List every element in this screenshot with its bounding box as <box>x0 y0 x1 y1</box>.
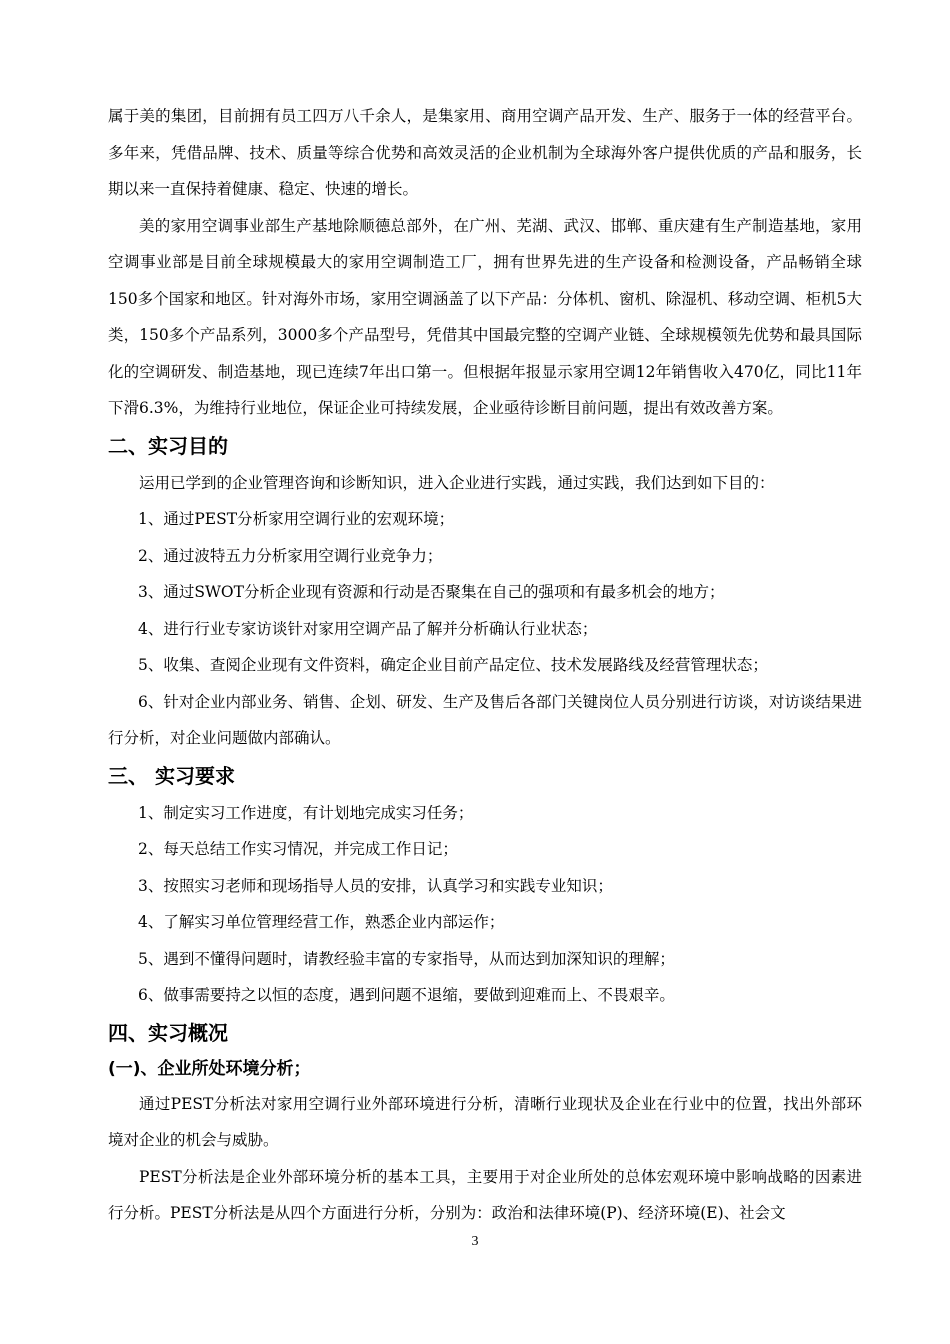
list-item: 5、遇到不懂得问题时，请教经验丰富的专家指导，从而达到加深知识的理解； <box>138 949 675 968</box>
list-item: 1、制定实习工作进度，有计划地完成实习任务； <box>138 803 474 822</box>
list-item: 5、收集、查阅企业现有文件资料，确定企业目前产品定位、技术发展路线及经营管理状态； <box>138 656 768 674</box>
list-item: 2、通过波特五力分析家用空调行业竞争力； <box>138 546 443 565</box>
paragraph-pest-definition: PEST分析法是企业外部环境分析的基本工具，主要用于对企业所处的总体宏观环境中影响战略的因素进行分析。PEST分析法是从四个方面进行分析，分别为：政治和法律环境(P)、经济环境(E)、社会文 <box>108 1167 862 1222</box>
list-item: 4、了解实习单位管理经营工作，熟悉企业内部运作； <box>138 913 505 931</box>
page-content <box>108 98 862 1232</box>
paragraph-company-intro: 属于美的集团，目前拥有员工四万八千余人，是集家用、商用空调产品开发、生产、服务于一体的经营平台。多年来，凭借品牌、技术、质量等综合优势和高效灵活的企业机制为全球海外客户提供优质的产品和服务，长期以来一直保持着健康、稳定、快速的增长。 <box>108 107 862 198</box>
section-heading-overview: 四、实习概况 <box>108 1020 228 1045</box>
paragraph-pest-intro: 通过PEST分析法对家用空调行业外部环境进行分析，清晰行业现状及企业在行业中的位置，找出外部环境对企业的机会与威胁。 <box>108 1094 862 1149</box>
list-item: 4、进行行业专家访谈针对家用空调产品了解并分析确认行业状态； <box>138 619 598 638</box>
section-heading-requirements: 三、 实习要求 <box>108 763 235 788</box>
section-heading-purpose: 二、实习目的 <box>108 433 228 458</box>
list-item: 6、针对企业内部业务、销售、企划、研发、生产及售后各部门关键岗位人员分别进行访谈，对访谈结果进行分析，对企业问题做内部确认。 <box>108 692 862 747</box>
page-number: 3 <box>471 1234 479 1249</box>
list-item: 2、每天总结工作实习情况，并完成工作日记； <box>138 840 458 858</box>
paragraph-purpose-intro: 运用已学到的企业管理咨询和诊断知识，进入企业进行实践，通过实践，我们达到如下目的： <box>139 473 775 492</box>
paragraph-production-bases: 美的家用空调事业部生产基地除顺德总部外，在广州、芜湖、武汉、邯郸、重庆建有生产制造基地，家用空调事业部是目前全球规模最大的家用空调制造工厂，拥有世界先进的生产设备和检测设备，产品畅销全球150多个国家和地区。针对海外市场，家用空调涵盖了以下产品：分体机、窗机、除湿机、移动空调、柜机5大类，150多个产品系列，3000多个产品型号，凭借其中国最完整的空调产业链、全球规模领先优势和最具国际化的空调研发、制造基地，现已连续7年出口第一。但根据年报显示家用空调12年销售收入470亿，同比11年下滑6.3%，为维持行业地位，保证企业可持续发展，企业亟待诊断目前问题，提出有效改善方案。 <box>108 216 862 417</box>
list-item: 3、通过SWOT分析企业现有资源和行动是否聚集在自己的强项和有最多机会的地方； <box>138 583 725 601</box>
list-item: 1、通过PEST分析家用空调行业的宏观环境； <box>138 510 455 528</box>
list-item: 6、做事需要持之以恒的态度，遇到问题不退缩，要做到迎难而上、不畏艰辛。 <box>138 986 675 1004</box>
list-item: 3、按照实习老师和现场指导人员的安排，认真学习和实践专业知识； <box>138 876 613 895</box>
subsection-heading-environment: (一)、企业所处环境分析； <box>108 1058 311 1079</box>
